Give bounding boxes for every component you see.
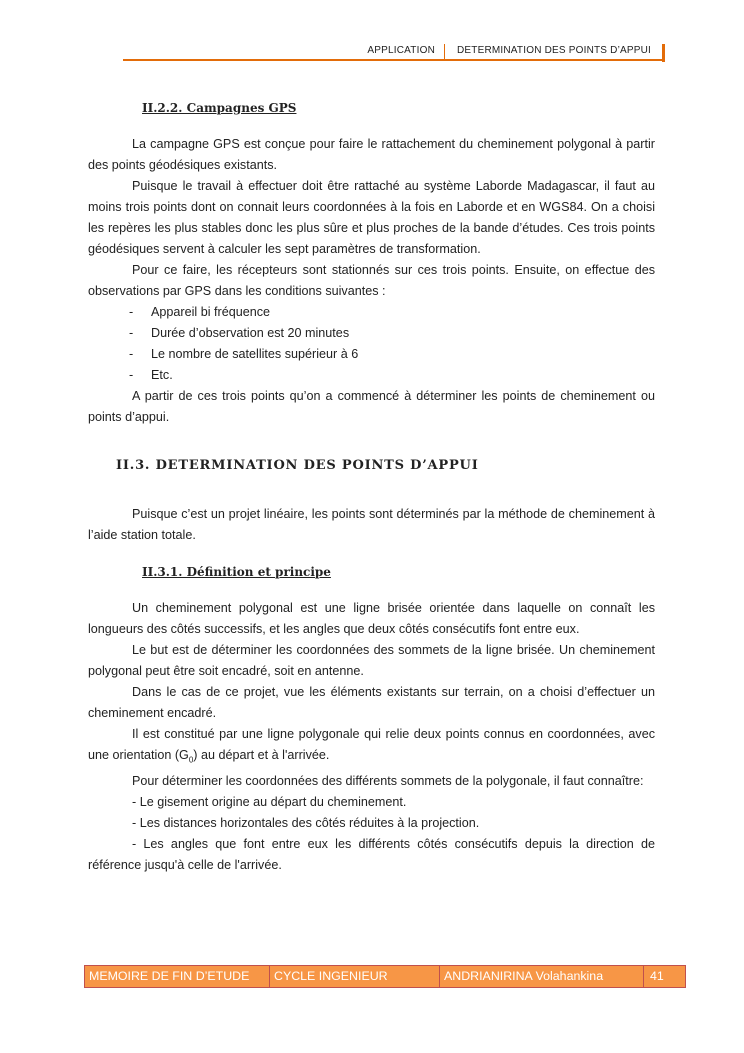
conditions-list [88,302,655,386]
paragraph: Un cheminement polygonal est une ligne brisée orientée dans laquelle on connaît les longueurs des côtés successifs, et les angles que deux côtés consécutifs font entre eux. [88,601,655,636]
list-item: - Durée d’observation est 20 minutes [129,326,350,340]
paragraph: Le but est de déterminer les coordonnées des sommets de la ligne brisée. Un cheminement polygonal peut être soit encadré, soit en antenne. [88,643,655,678]
list-item: - Les angles que font entre eux les différents côtés consécutifs depuis la direction de référence jusqu'à celle de l'arrivée. [88,836,655,872]
paragraph: A partir de ces trois points qu’on a commencé à déterminer les points de cheminement ou points d’appui. [88,389,655,424]
paragraph: Il est constitué par une ligne polygonale qui relie deux points connus en coordonnées, avec une orientation $(G_0)$ au départ et à l'arrivée. [88,727,655,765]
header-separator [444,44,445,60]
header-section: DETERMINATION DES POINTS D’APPUI [456,45,651,56]
paragraph: Puisque le travail à effectuer doit être rattaché au système Laborde Madagascar, il faut au moins trois points dont on connait leurs coordonnées à la fois en Laborde et en WGS84. On a choisi les repères les plus stables donc les plus sûre et plus proches de la bande d’études. Ces trois points géodésiques servent à calculer les sept paramètres de transformation. [88,179,655,256]
list-item: - Les distances horizontales des côtés réduites à la projection. [132,815,480,830]
paragraph: Puisque c’est un projet linéaire, les points sont déterminés par la méthode de cheminement à l’aide station totale. [88,507,655,542]
section-title-2-2-2: II.2.2. Campagnes GPS [142,101,297,115]
section-title-2-3-1: II.3.1. Définition et principe [142,565,331,579]
list-item: - Le nombre de satellites supérieur à 6 [129,347,359,361]
list-item: - Le gisement origine au départ du cheminement. [132,794,407,809]
section-heading-2-3: II.3. DETERMINATION DES POINTS D’APPUI [116,458,479,473]
footer-document-type: MEMOIRE DE FIN D’ETUDE [89,969,250,983]
footer-cycle: CYCLE INGENIEUR [269,966,439,987]
list-item: - Appareil bi fréquence [129,305,271,319]
paragraph: La campagne GPS est conçue pour faire le rattachement du cheminement polygonal à partir des points géodésiques existants. [88,137,655,172]
page-body [88,92,655,876]
paragraph: Pour déterminer les coordonnées des différents sommets de la polygonale, il faut connaître: [132,773,644,788]
page-header [123,44,665,60]
paragraph: Dans le cas de ce projet, vue les éléments existants sur terrain, on a choisi d’effectuer un cheminement encadré. [88,685,655,720]
page-footer [84,965,686,988]
list-item: - Etc. [129,368,173,382]
footer-author: ANDRIANIRINA Volahankina [439,966,643,987]
header-rule [123,59,665,61]
footer-page-number: 41 [643,966,685,987]
header-chapter: APPLICATION [367,45,435,56]
paragraph: Pour ce faire, les récepteurs sont stationnés sur ces trois points. Ensuite, on effectue des observations par GPS dans les conditions suivantes : [88,263,655,298]
